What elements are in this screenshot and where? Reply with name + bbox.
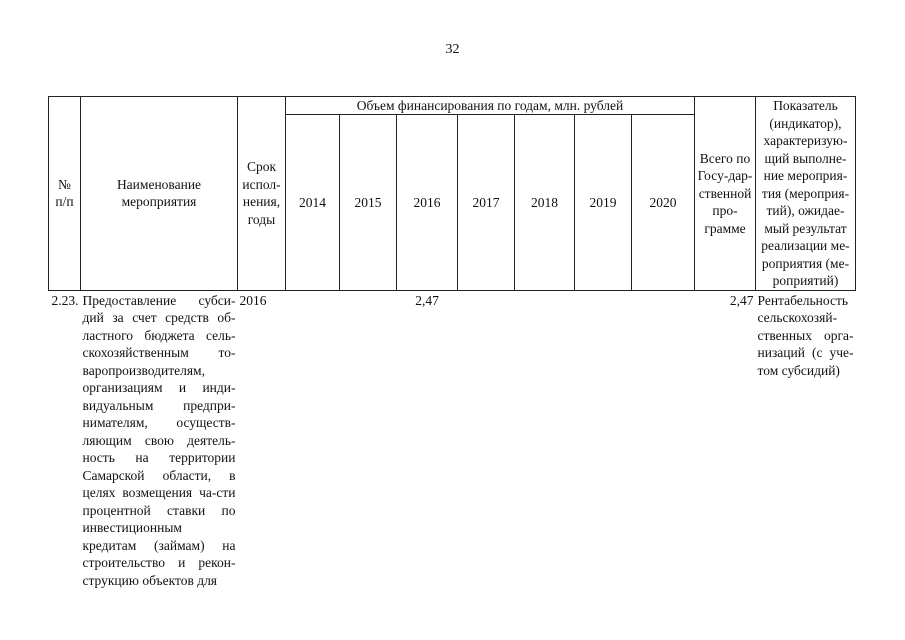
measure-name: Предоставление субси-дий за счет средств об-ластного бюджета сель-скохозяйственным то-варопроизводителям, организациям и инди-видуальным предпри-нимателям, осуществ-ляющим свою деятель-ность на территории Самарской области, в целях возмещения ча-сти процентной ставки по инвестиционным кредитам (займам) на строительство и рекон-струкцию объектов для xyxy=(82,292,236,588)
execution-term: 2016 xyxy=(239,292,267,308)
header-funding-group: Объем финансирования по годам, млн. рублей xyxy=(286,97,695,115)
header-term: Срок испол-нения, годы xyxy=(238,97,286,291)
indicator-text: Рентабельность сельскохозяй-ственных орга-низаций (с уче-том субсидий) xyxy=(757,292,854,378)
page-number: 32 xyxy=(445,42,460,57)
funding-value xyxy=(515,290,575,589)
program-table xyxy=(48,96,856,589)
header-name: Наименование мероприятия xyxy=(81,97,238,291)
total-value: 2,47 xyxy=(729,292,754,308)
header-total: Всего по Госу-дар-ственной про-грамме xyxy=(695,97,756,291)
header-num: № п/п xyxy=(49,97,81,291)
table-row xyxy=(49,290,856,589)
funding-value xyxy=(340,290,397,589)
funding-value xyxy=(575,290,632,589)
header-year: 2020 xyxy=(632,115,695,290)
header-year: 2014 xyxy=(286,115,340,290)
funding-value xyxy=(632,290,695,589)
header-year: 2015 xyxy=(340,115,397,290)
header-year: 2018 xyxy=(515,115,575,290)
header-year: 2016 xyxy=(397,115,458,290)
funding-value: 2,47 xyxy=(415,292,439,308)
row-number: 2.23. xyxy=(51,292,79,308)
funding-value xyxy=(458,290,515,589)
funding-value xyxy=(286,290,340,589)
header-year: 2017 xyxy=(458,115,515,290)
header-year: 2019 xyxy=(575,115,632,290)
header-row-1 xyxy=(49,97,856,115)
header-indicator: Показатель (индикатор), характеризую-щий выполне-ние мероприя-тия (мероприя-тий), ожидае-мый результат реализации ме-роприятия (ме-роприятий) xyxy=(756,97,856,291)
